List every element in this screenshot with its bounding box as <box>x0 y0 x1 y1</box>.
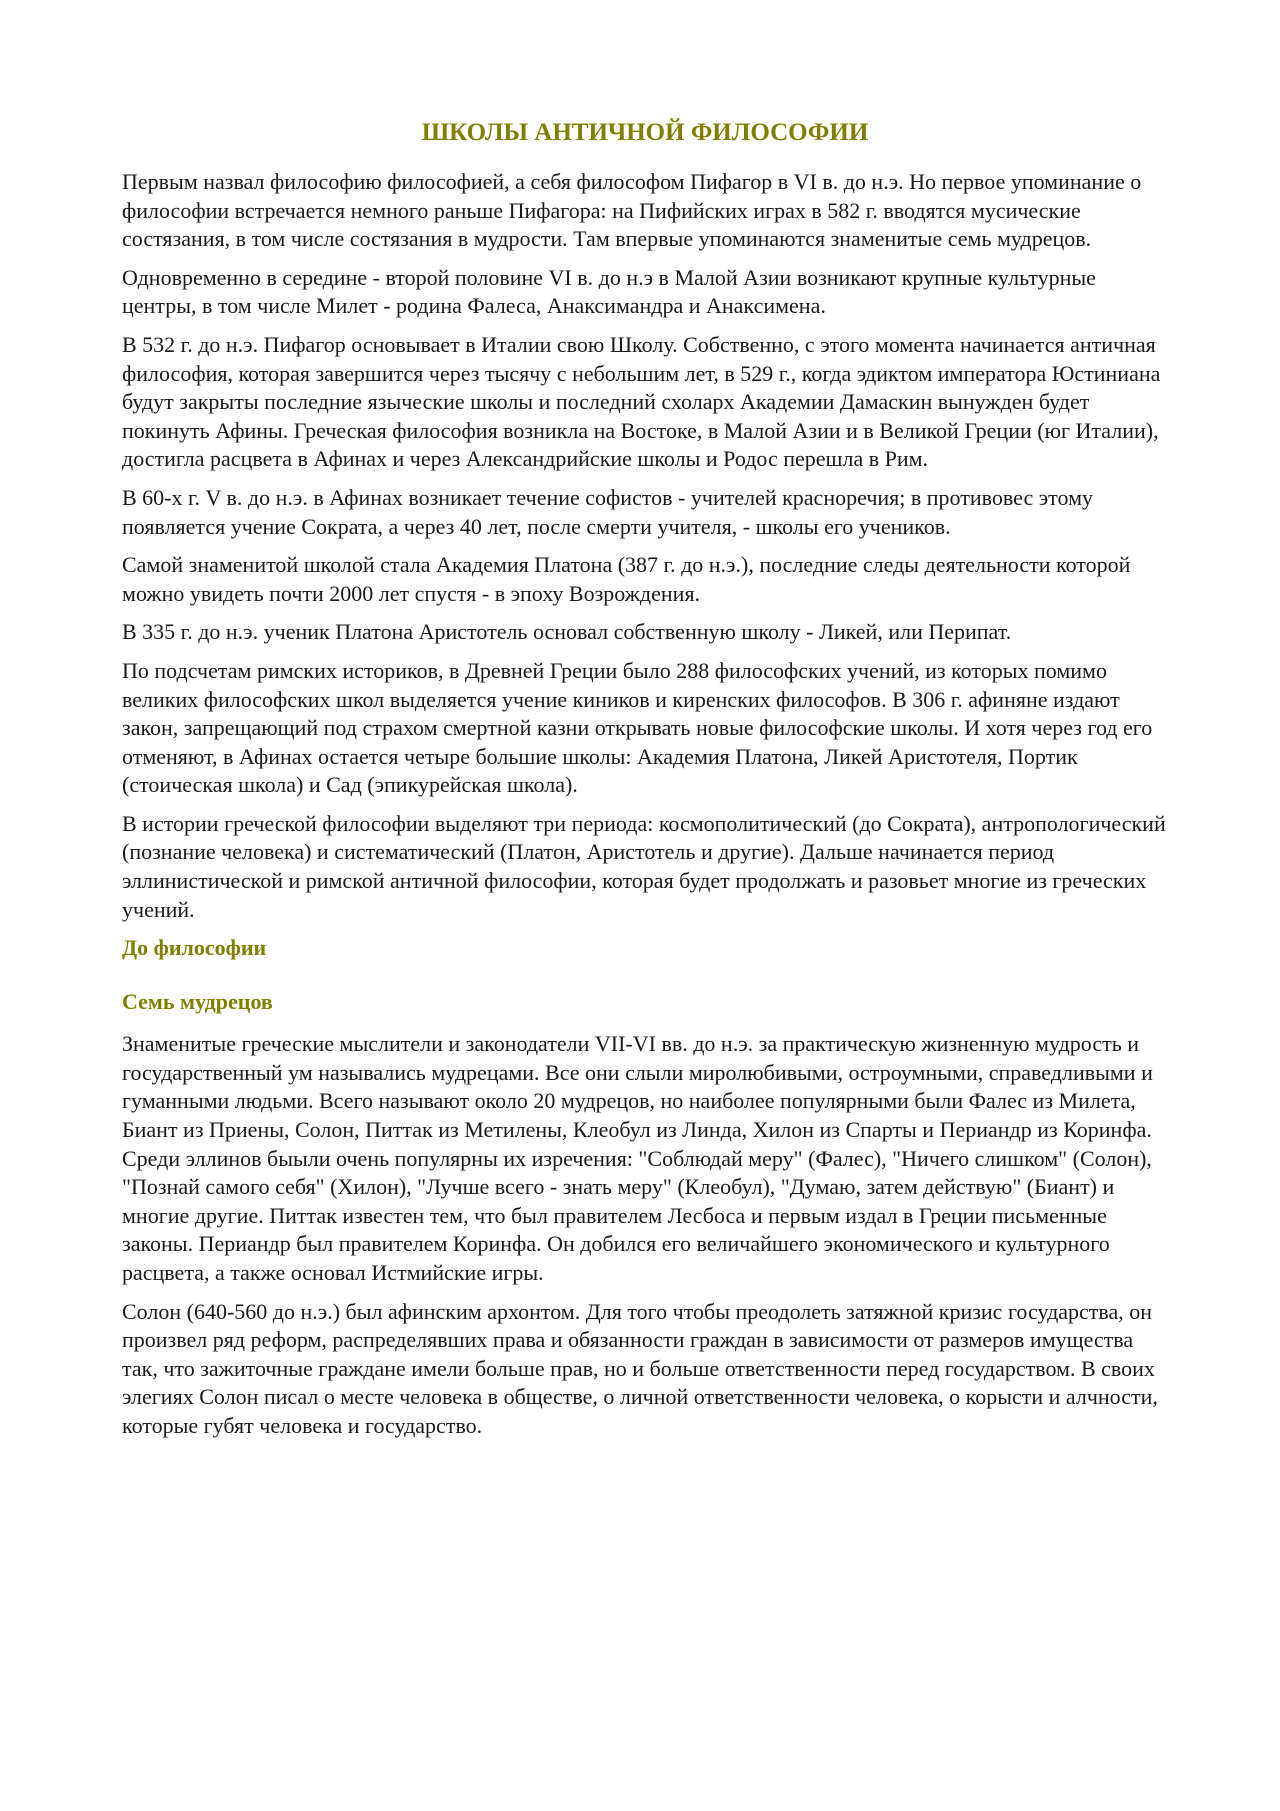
document-page <box>122 118 1168 1451</box>
section-heading-seven-sages: Семь мудрецов <box>122 989 273 1015</box>
paragraph-intro-5: Самой знаменитой школой стала Академия Платона (387 г. до н.э.), последние следы деятельности которой можно увидеть почти 2000 лет спустя - в эпоху Возрождения. <box>122 552 1131 606</box>
paragraph-sages-1: Знаменитые греческие мыслители и законодатели VII-VI вв. до н.э. за практическую жизненную мудрость и государственный ум назывались мудрецами. Все они слыли миролюбивыми, остроумными, справедливыми и гуманными людьми. Всего называют около 20 мудрецов, но наиболее популярными были Фалес из Милета, Биант из Приены, Солон, Питтак из Метилены, Клеобул из Линда, Хилон из Спарты и Периандр из Коринфа. Среди эллинов быыли очень популярны их изречения: "Соблюдай меру" (Фалес), "Ничего слишком" (Солон), "Познай самого себя" (Хилон), "Лучше всего - знать меру" (Клеобул), "Думаю, затем действую" (Биант) и многие другие. Питтак известен тем, что был правителем Лесбоса и первым издал в Греции письменные законы. Периандр был правителем Коринфа. Он добился его величайшего экономического и культурного расцвета, а также основал Истмийские игры. <box>122 1031 1153 1285</box>
paragraph-intro-7: По подсчетам римских историков, в Древней Греции было 288 философских учений, из которых помимо великих философских школ выделяется учение киников и киренских философов. В 306 г. афиняне издают закон, запрещающий под страхом смертной казни открывать новые философские школы. И хотя через год его отменяют, в Афинах остается четыре большие школы: Академия Платона, Ликей Аристотеля, Портик (стоическая школа) и Сад (эпикурейская школа). <box>122 657 1153 798</box>
paragraph-sages-2: Солон (640-560 до н.э.) был афинским архонтом. Для того чтобы преодолеть затяжной кризис государства, он произвел ряд реформ, распределявших права и обязанности граждан в зависимости от размеров имущества так, что зажиточные граждане имели больше прав, но и больше ответственности перед государством. В своих элегиях Солон писал о месте человека в обществе, о личной ответственности человека, о корысти и алчности, которые губят человека и государство. <box>122 1298 1158 1438</box>
paragraph-intro-2: Одновременно в середине - второй половине VI в. до н.э в Малой Азии возникают крупные культурные центры, в том числе Милет - родина Фалеса, Анаксимандра и Анаксимена. <box>122 264 1096 319</box>
paragraph-intro-4: В 60-х г. V в. до н.э. в Афинах возникает течение софистов - учителей красноречия; в противовес этому появляется учение Сократа, а через 40 лет, после смерти учителя, - школы его учеников. <box>122 484 1093 539</box>
paragraph-intro-6: В 335 г. до н.э. ученик Платона Аристотель основал собственную школу - Ликей, или Перипат. <box>122 619 1012 645</box>
paragraph-intro-1: Первым назвал философию философией, а себя философом Пифагор в VI в. до н.э. Но первое упоминание о философии встречается немного раньше Пифагора: на Пифийских играх в 582 г. вводятся мусические состязания, в том числе состязания в мудрости. Там впервые упоминаются знаменитые семь мудрецов. <box>122 169 1142 252</box>
document-title: ШКОЛЫ АНТИЧНОЙ ФИЛОСОФИИ <box>421 119 869 146</box>
paragraph-intro-8: В истории греческой философии выделяют три периода: космополитический (до Сократа), антропологический (познание человека) и систематический (Платон, Аристотель и другие). Дальше начинается период эллинистической и римской античной философии, которая будет продолжать и разовьет многие из греческих учений. <box>122 810 1166 922</box>
section-heading-pre-philosophy: До философии <box>122 935 267 961</box>
paragraph-intro-3: В 532 г. до н.э. Пифагор основывает в Италии свою Школу. Собственно, с этого момента начинается античная философия, которая завершится через тысячу с небольшим лет, в 529 г., когда эдиктом императора Юстиниана будут закрыты последние языческие школы и последний схоларх Академии Дамаскин вынужден будет покинуть Афины. Греческая философия возникла на Востоке, в Малой Азии и в Великой Греции (юг Италии), достигла расцвета в Афинах и через Александрийские школы и Родос перешла в Рим. <box>122 331 1161 472</box>
